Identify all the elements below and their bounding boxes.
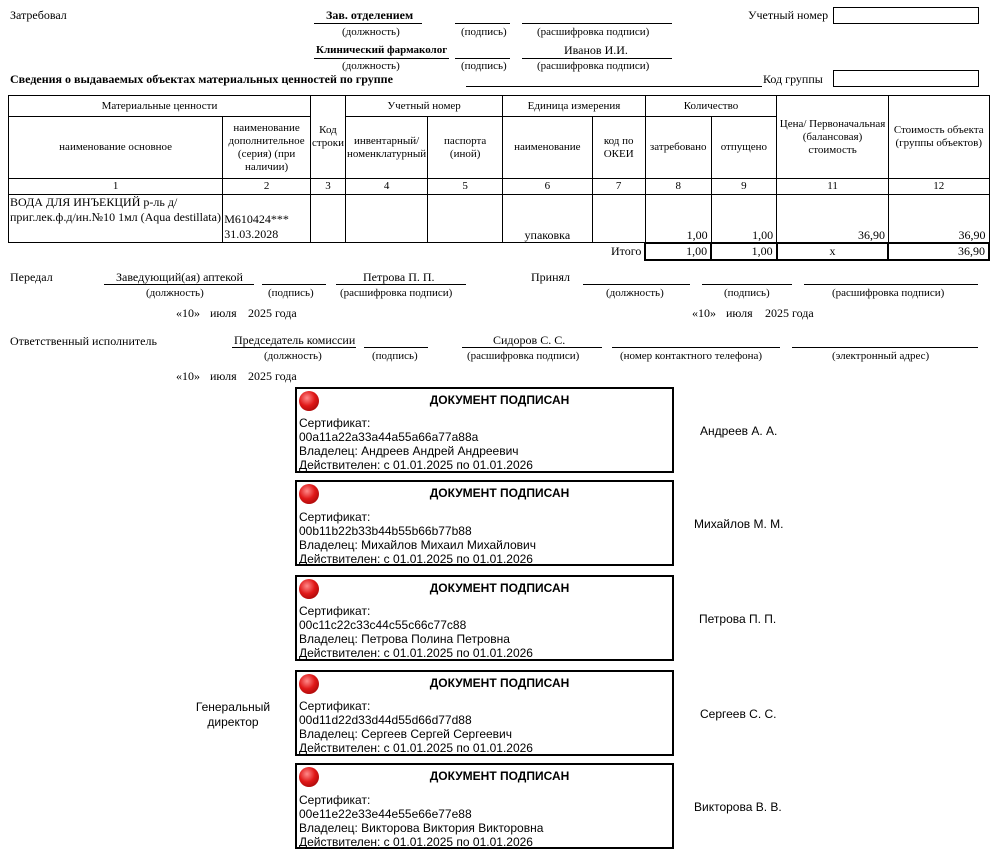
- h-okei: код по ОКЕИ: [592, 117, 645, 179]
- stamp-cert-label: Сертификат:: [299, 604, 371, 618]
- h-name-add: наименование дополнительное (серия) (при наличии): [223, 117, 311, 179]
- caption-signature: (подпись): [268, 287, 314, 299]
- caption-signature: (подпись): [372, 350, 418, 362]
- h-account-number: Учетный номер: [345, 96, 502, 117]
- responsible-label: Ответственный исполнитель: [10, 334, 157, 348]
- caption-decryption: (расшифровка подписи): [340, 287, 453, 299]
- stamp-title: ДОКУМЕНТ ПОДПИСАН: [429, 393, 570, 407]
- position-2: Клинический фармаколог: [316, 44, 448, 56]
- stamp-cert-label: Сертификат:: [299, 510, 371, 524]
- stamp-cert-label: Сертификат:: [299, 416, 371, 430]
- accepted-date-day: «10»: [692, 306, 716, 320]
- col-number: 5: [428, 179, 503, 195]
- caption-phone: (номер контактного телефона): [620, 350, 763, 362]
- passed-name-line: [336, 284, 466, 285]
- group-code-label: Код группы: [763, 72, 823, 86]
- signature-stamp: [295, 387, 674, 473]
- column-numbers-row: [9, 179, 990, 195]
- stamp-valid: Действителен: с 01.01.2025 по 01.01.2026: [299, 835, 533, 849]
- materials-table: [8, 95, 990, 261]
- h-unit: Единица измерения: [503, 96, 646, 117]
- passed-position: Заведующий(ая) аптекой: [116, 270, 243, 284]
- col-number: 4: [345, 179, 427, 195]
- h-price: Цена/ Первоначальная (балансовая) стоимость: [777, 96, 889, 179]
- stamp-title: ДОКУМЕНТ ПОДПИСАН: [429, 581, 570, 595]
- position-1-line: [314, 23, 422, 24]
- h-quantity: Количество: [645, 96, 776, 117]
- signature-2-line: [455, 58, 510, 59]
- responsible-position-line: [232, 347, 356, 348]
- responsible-signature-line: [364, 347, 428, 348]
- stamp-owner: Владелец: Сергеев Сергей Сергеевич: [299, 727, 512, 741]
- responsible-position: Председатель комиссии: [234, 333, 356, 347]
- decryption-1-line: [522, 23, 672, 24]
- caption-signature-1: (подпись): [461, 26, 507, 38]
- total-cost: 36,90: [888, 243, 989, 260]
- h-material: Материальные ценности: [9, 96, 311, 117]
- caption-signature-2: (подпись): [461, 60, 507, 72]
- passed-date-year: 2025 года: [248, 306, 297, 320]
- item-price: 36,90: [777, 195, 889, 243]
- h-code-line: Код строки: [310, 96, 345, 179]
- stamp-valid: Действителен: с 01.01.2025 по 01.01.2026: [299, 741, 533, 755]
- item-cost: 36,90: [888, 195, 989, 243]
- signer-name: Сергеев С. С.: [700, 707, 777, 721]
- stamp-cert-label: Сертификат:: [299, 793, 371, 807]
- passed-position-line: [104, 284, 254, 285]
- caption-position-1: (должность): [342, 26, 400, 38]
- passed-signature-line: [262, 284, 326, 285]
- accepted-position-line: [583, 284, 690, 285]
- total-row: [9, 243, 990, 260]
- passed-name: Петрова П. П.: [363, 270, 435, 284]
- total-requested: 1,00: [645, 243, 711, 260]
- caption-position: (должность): [606, 287, 664, 299]
- caption-email: (электронный адрес): [832, 350, 930, 362]
- responsible-name-line: [462, 347, 602, 348]
- stamp-title: ДОКУМЕНТ ПОДПИСАН: [429, 676, 570, 690]
- stamp-valid: Действителен: с 01.01.2025 по 01.01.2026: [299, 646, 533, 660]
- col-number: 12: [888, 179, 989, 195]
- caption-position-2: (должность): [342, 60, 400, 72]
- accepted-label: Принял: [531, 270, 571, 284]
- accepted-signature-line: [702, 284, 792, 285]
- col-number: 7: [592, 179, 645, 195]
- item-okei: [592, 195, 645, 243]
- responsible-date-year: 2025 года: [248, 369, 297, 383]
- col-number: 9: [711, 179, 776, 195]
- signer-name: Петрова П. П.: [699, 612, 777, 626]
- col-number: 1: [9, 179, 223, 195]
- group-line: [466, 86, 762, 87]
- item-code-line: [310, 195, 345, 243]
- h-name-main: наименование основное: [9, 117, 223, 179]
- signature-stamp: [295, 670, 674, 756]
- total-label: Итого: [9, 243, 646, 260]
- caption-decryption: (расшифровка подписи): [467, 350, 580, 362]
- decryption-2: Иванов И.И.: [564, 43, 628, 57]
- decryption-2-line: [522, 58, 672, 59]
- responsible-email-line: [792, 347, 978, 348]
- stamp-cert: 00e11e22e33e44e55e66e77e88: [299, 807, 472, 821]
- stamp-owner: Владелец: Петрова Полина Петровна: [299, 632, 510, 646]
- stamp-cert: 00b11b22b33b44b55b66b77b88: [299, 524, 472, 538]
- signer-name: Михайлов М. М.: [694, 517, 784, 531]
- section-title: Сведения о выдаваемых объектах материальных ценностей по группе: [10, 72, 393, 86]
- account-number-field[interactable]: [833, 7, 979, 24]
- responsible-phone-line: [612, 347, 780, 348]
- signature-stamp: [295, 480, 674, 566]
- h-passport: паспорта (иной): [428, 117, 503, 179]
- stamp-valid: Действителен: с 01.01.2025 по 01.01.2026: [299, 552, 533, 566]
- caption-decryption-1: (расшифровка подписи): [537, 26, 650, 38]
- h-inventory: инвентарный/ номенклатурный: [345, 117, 427, 179]
- position-1: Зав. отделением: [326, 8, 414, 22]
- stamp-cert: 00d11d22d33d44d55d66d77d88: [299, 713, 472, 727]
- item-passport: [428, 195, 503, 243]
- responsible-date-day: «10»: [176, 369, 200, 383]
- stamp-title: ДОКУМЕНТ ПОДПИСАН: [429, 486, 570, 500]
- col-number: 6: [503, 179, 592, 195]
- h-cost: Стоимость объекта (группы объектов): [888, 96, 989, 179]
- stamp-cert: 00c11c22c33c44c55c66c77c88: [299, 618, 467, 632]
- passed-label: Передал: [10, 270, 53, 284]
- h-requested: затребовано: [645, 117, 711, 179]
- requested-label: Затребовал: [10, 8, 67, 22]
- general-director-label: Генеральный директор: [195, 700, 271, 729]
- passed-date-month: июля: [210, 306, 237, 320]
- signature-stamp: [295, 763, 674, 849]
- accepted-name-line: [804, 284, 978, 285]
- stamp-owner: Владелец: Викторова Виктория Викторовна: [299, 821, 544, 835]
- stamp-owner: Владелец: Михайлов Михаил Михайлович: [299, 538, 536, 552]
- stamp-valid: Действителен: с 01.01.2025 по 01.01.2026: [299, 458, 533, 472]
- caption-decryption-2: (расшифровка подписи): [537, 60, 650, 72]
- header-row-1: [9, 96, 990, 117]
- stamp-owner: Владелец: Андреев Андрей Андреевич: [299, 444, 519, 458]
- h-unit-name: наименование: [503, 117, 592, 179]
- item-series-cell: [223, 195, 311, 243]
- signer-name: Андреев А. А.: [700, 424, 778, 438]
- item-name: ВОДА ДЛЯ ИНЪЕКЦИЙ р-ль д/приг.лек.ф.д/ин.№10 1мл (Aqua destillata): [9, 195, 223, 243]
- signer-name: Викторова В. В.: [694, 800, 782, 814]
- caption-position: (должность): [146, 287, 204, 299]
- accepted-date-month: июля: [726, 306, 753, 320]
- item-requested: 1,00: [645, 195, 711, 243]
- col-number: 8: [645, 179, 711, 195]
- item-inventory: [345, 195, 427, 243]
- item-released: 1,00: [711, 195, 776, 243]
- passed-date-day: «10»: [176, 306, 200, 320]
- col-number: 2: [223, 179, 311, 195]
- total-price: x: [777, 243, 889, 260]
- group-code-field[interactable]: [833, 70, 979, 87]
- responsible-date-month: июля: [210, 369, 237, 383]
- h-released: отпущено: [711, 117, 776, 179]
- caption-position: (должность): [264, 350, 322, 362]
- item-unit: упаковка: [503, 195, 592, 243]
- stamp-title: ДОКУМЕНТ ПОДПИСАН: [429, 769, 570, 783]
- item-series: М610424***: [224, 212, 289, 226]
- caption-signature: (подпись): [724, 287, 770, 299]
- table-row: [9, 195, 990, 243]
- account-number-label: Учетный номер: [748, 8, 829, 22]
- stamp-cert-label: Сертификат:: [299, 699, 371, 713]
- item-series-date: 31.03.2028: [224, 227, 279, 241]
- signature-1-line: [455, 23, 510, 24]
- total-released: 1,00: [711, 243, 776, 260]
- signature-stamp: [295, 575, 674, 661]
- caption-decryption: (расшифровка подписи): [832, 287, 945, 299]
- responsible-name: Сидоров С. С.: [493, 333, 566, 347]
- col-number: 3: [310, 179, 345, 195]
- stamp-cert: 00a11a22a33a44a55a66a77a88a: [299, 430, 479, 444]
- accepted-date-year: 2025 года: [765, 306, 814, 320]
- col-number: 11: [777, 179, 889, 195]
- position-2-line: [314, 58, 449, 59]
